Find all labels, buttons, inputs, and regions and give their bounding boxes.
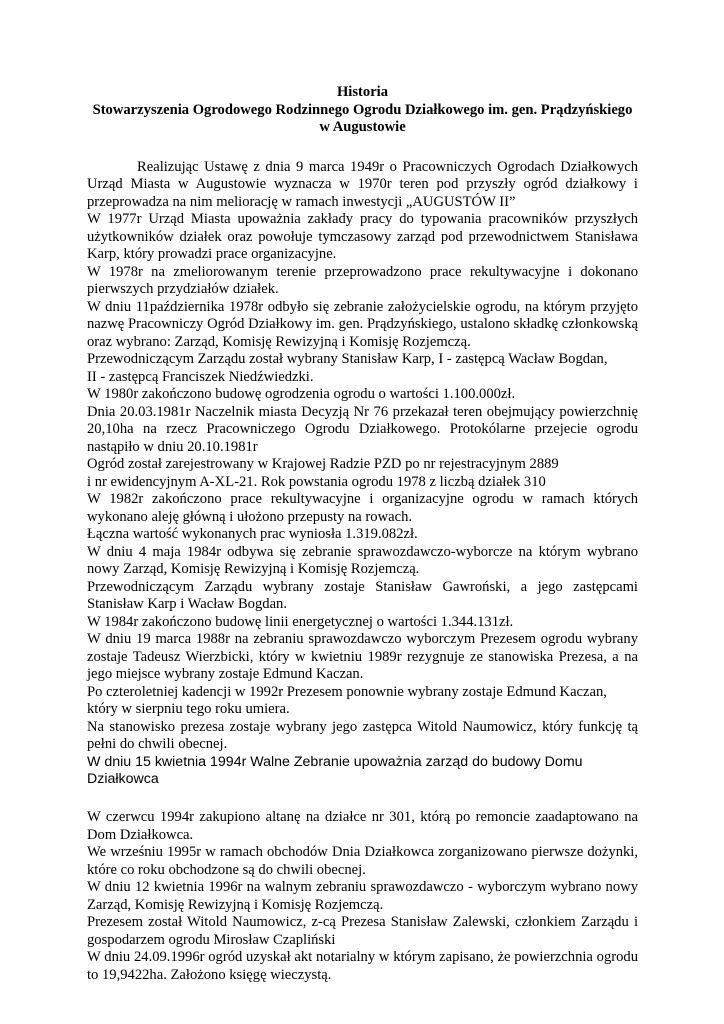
paragraph: Prezesem został Witold Naumowicz, z-cą Prezesa Stanisław Zalewski, członkiem Zarządu i gospodarzem ogrodu Mirosław Czapliński bbox=[87, 914, 638, 948]
paragraph: który w sierpniu tego roku umiera. bbox=[87, 701, 290, 717]
title-line-3: w Augustowie bbox=[319, 119, 406, 135]
paragraph: Przewodniczącym Zarządu został wybrany Stanisław Karp, I - zastępcą Wacław Bogdan, bbox=[87, 351, 608, 367]
paragraph: W 1977r Urząd Miasta upoważnia zakłady pracy do typowania pracowników przyszłych użytkowników działek oraz powołuje tymczasowy zarząd pod przewodnictwem Stanisława Karp, który prowadzi prace organizacyjne. bbox=[87, 211, 638, 262]
paragraph: Dnia 20.03.1981r Naczelnik miasta Decyzją Nr 76 przekazał teren obejmujący powierzchnię 20,10ha na rzecz Pracowniczego Ogrodu Działkowego. Protokólarne przejecie ogrodu nastąpiło w dniu 20.10.1981r bbox=[87, 403, 638, 455]
paragraph: W czerwcu 1994r zakupiono altanę na działce nr 301, którą po remoncie zaadaptowano na Dom Działkowca. bbox=[87, 809, 638, 843]
paragraph: Realizując Ustawę z dnia 9 marca 1949r o Pracowniczych Ogrodach Działkowych Urząd Miasta w Augustowie wyznacza w 1970r teren pod przyszły ogród działkowy i przeprowadza na nim meliorację w ramach inwestycji „AUGUSTÓW II” bbox=[87, 158, 638, 210]
paragraph: W 1978r na zmeliorowanym terenie przeprowadzono prace rekultywacyjne i dokonano pierwszych przydziałów działek. bbox=[87, 263, 638, 297]
paragraph: W dniu 24.09.1996r ogród uzyskał akt notarialny w którym zapisano, że powierzchnia ogrodu to 19,9422ha. Założono księgę wieczystą. bbox=[87, 949, 638, 983]
paragraph: Przewodniczącym Zarządu wybrany zostaje Stanisław Gawroński, a jego zastępcami Stanisław Karp i Wacław Bogdan. bbox=[87, 578, 638, 612]
paragraph: W 1980r zakończono budowę ogrodzenia ogrodu o wartości 1.100.000zł. bbox=[87, 386, 516, 402]
paragraph: Na stanowisko prezesa zostaje wybrany jego zastępca Witold Naumowicz, który funkcję tą pełni do chwili obecnej. bbox=[87, 718, 638, 752]
sans-paragraph: W dniu 15 kwietnia 1994r Walne Zebranie upoważnia zarząd do budowy Domu Działkowca bbox=[87, 753, 583, 788]
paragraph: W 1984r zakończono budowę linii energetycznej o wartości 1.344.131zł. bbox=[87, 613, 514, 630]
paragraph: Ogród został zarejestrowany w Krajowej Radzie PZD po nr rejestracyjnym 2889 bbox=[87, 456, 559, 472]
document-page bbox=[87, 84, 638, 984]
paragraph: W dniu 4 maja 1984r odbywa się zebranie sprawozdawczo-wyborcze na którym wybrano nowy Zarząd, Komisję Rewizyjną i Komisję Rozjemczą. bbox=[87, 543, 638, 577]
paragraph: W 1982r zakończono prace rekultywacyjne i organizacyjne ogrodu w ramach których wykonano aleję główną i ułożono przepusty na rowach. bbox=[87, 491, 638, 525]
paragraph: Po czteroletniej kadencji w 1992r Prezesem ponownie wybrany zostaje Edmund Kaczan, bbox=[87, 683, 607, 700]
paragraph: i nr ewidencyjnym A-XL-21. Rok powstania ogrodu 1978 z liczbą działek 310 bbox=[87, 473, 546, 490]
paragraph: W dniu 12 kwietnia 1996r na walnym zebraniu sprawozdawczo - wyborczym wybrano nowy Zarząd, Komisję Rewizyjną i Komisję Rozjemczą. bbox=[87, 879, 638, 913]
paragraph: II - zastępcą Franciszek Niedźwiedzki. bbox=[87, 368, 314, 385]
paragraph: W dniu 11października 1978r odbyło się zebranie założycielskie ogrodu, na którym przyjęto nazwę Pracowniczy Ogród Działkowy im. gen. Prądzyńskiego, ustalono składkę członkowską oraz wybrano: Zarząd, Komisję Rewizyjną i Komisję Rozjemczą. bbox=[87, 298, 638, 350]
title-line-2: Stowarzyszenia Ogrodowego Rodzinnego Ogrodu Działkowego im. gen. Prądzyńskiego bbox=[92, 101, 633, 118]
title-line-1: Historia bbox=[336, 84, 389, 100]
paragraph: We wrześniu 1995r w ramach obchodów Dnia Działkowca zorganizowano pierwsze dożynki, które co roku obchodzone są do chwili obecnej. bbox=[87, 844, 638, 878]
paragraph: W dniu 19 marca 1988r na zebraniu sprawozdawczo wyborczym Prezesem ogrodu wybrany zostaje Tadeusz Wierzbicki, który w kwietniu 1989r rezygnuje ze stanowiska Prezesa, a na jego miejsce wybrany zostaje Edmund Kaczan. bbox=[87, 631, 638, 682]
document-title bbox=[87, 84, 638, 137]
paragraph: Łączna wartość wykonanych prac wyniosła 1.319.082zł. bbox=[87, 526, 418, 542]
